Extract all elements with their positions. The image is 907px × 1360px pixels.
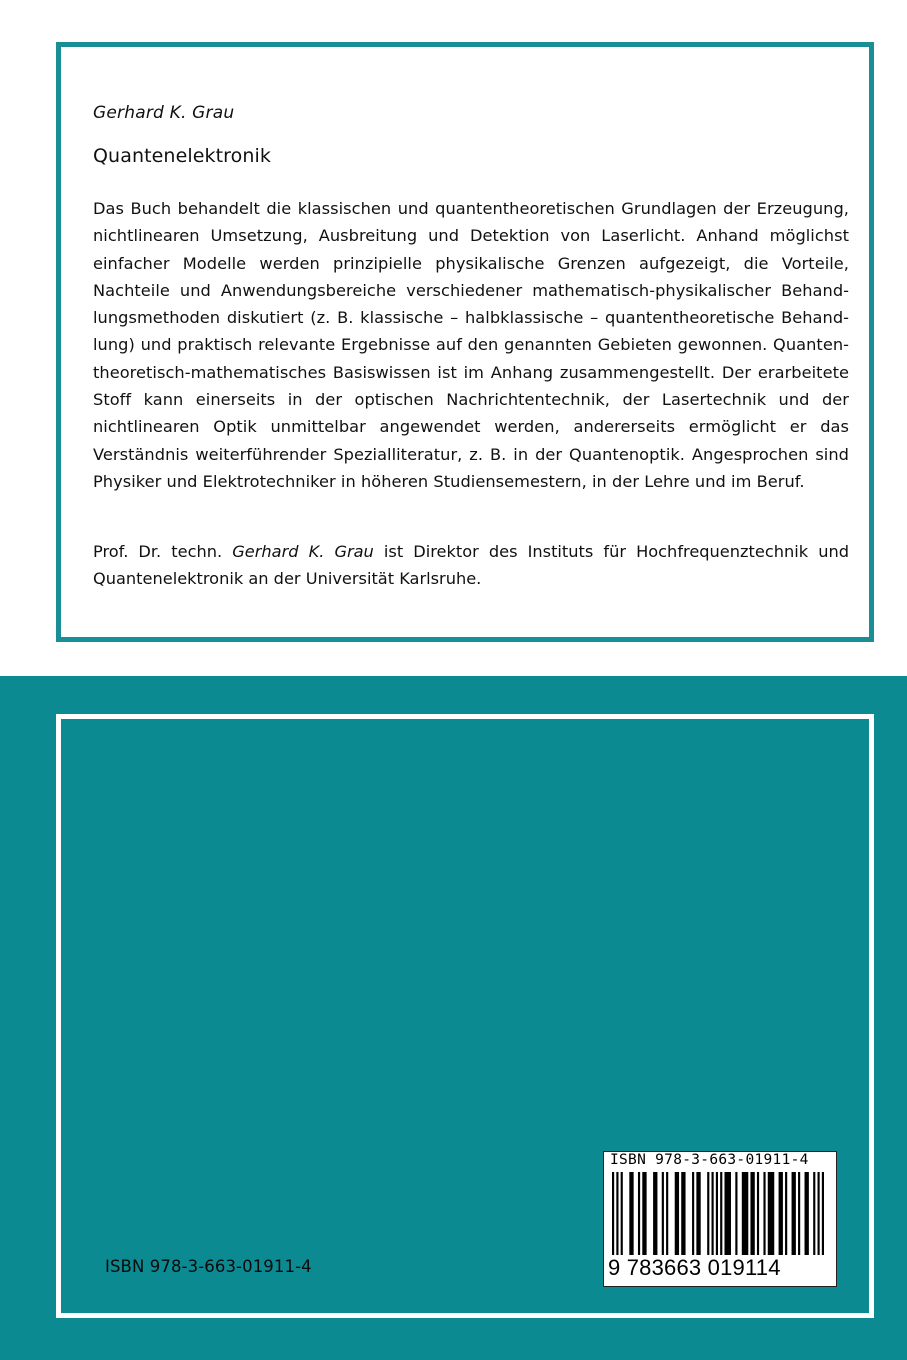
barcode-digits: 9 783663 019114 xyxy=(608,1255,832,1281)
barcode-bar xyxy=(662,1172,664,1256)
barcode-bar xyxy=(666,1172,668,1256)
barcode-bar xyxy=(785,1172,787,1256)
barcode-bar xyxy=(742,1172,748,1256)
barcode-bar xyxy=(612,1172,614,1256)
barcode-bar xyxy=(716,1172,718,1256)
bio-prefix: Prof. Dr. techn. xyxy=(93,542,223,561)
barcode-bar xyxy=(818,1172,820,1256)
barcode-bar xyxy=(638,1172,640,1256)
bottom-frame xyxy=(56,714,874,1318)
barcode-bar xyxy=(653,1172,657,1256)
barcode-bar xyxy=(712,1172,714,1256)
barcode-bar xyxy=(763,1172,765,1256)
barcode-bar xyxy=(813,1172,815,1256)
isbn-text: ISBN 978-3-663-01911-4 xyxy=(105,1257,312,1276)
description-frame xyxy=(56,42,874,642)
author-bio xyxy=(93,538,849,593)
barcode-bar xyxy=(768,1172,774,1256)
barcode-bar xyxy=(757,1172,759,1256)
barcode-bar xyxy=(621,1172,623,1256)
barcode-bar xyxy=(616,1172,618,1256)
barcode-label xyxy=(603,1151,837,1287)
barcode-bar xyxy=(798,1172,800,1256)
barcode-bar xyxy=(629,1172,633,1256)
barcode-bar xyxy=(642,1172,646,1256)
barcode-bar xyxy=(720,1172,722,1256)
book-title: Quantenelektronik xyxy=(93,145,272,167)
barcode-bar xyxy=(750,1172,754,1256)
cover-top-panel xyxy=(0,0,907,676)
barcode-bar xyxy=(735,1172,737,1256)
bio-author-name: Gerhard K. Grau xyxy=(232,542,374,561)
barcode-bar xyxy=(724,1172,730,1256)
barcode-icon xyxy=(610,1172,830,1256)
barcode-isbn: ISBN 978-3-663-01911-4 xyxy=(610,1152,809,1168)
barcode-bar xyxy=(805,1172,809,1256)
barcode-bar xyxy=(675,1172,679,1256)
barcode-bar xyxy=(692,1172,694,1256)
bio-text: ist Direktor des Instituts für Hochfrequenztechnik und Quantenelektronik an der Universität Karlsruhe. xyxy=(93,542,849,589)
barcode-bar xyxy=(707,1172,709,1256)
author-name: Gerhard K. Grau xyxy=(93,103,235,123)
barcode-bar xyxy=(696,1172,700,1256)
cover-bottom-panel xyxy=(0,676,907,1360)
barcode-bar xyxy=(779,1172,783,1256)
book-description: Das Buch behandelt die klassischen und quantentheoretischen Grundlagen der Erzeugung, nichtlinearen Umsetzung, Ausbreitung und Detektion von Laserlicht. Anhand möglichst einfacher Modelle werden prinzipielle physikalische Grenzen aufgezeigt, die Vorteile, Nachteile und Anwendungsbereiche verschiedener mathematisch-physikalischer Behandlungsmethoden diskutiert (z. B. klassische – halbklassische – quantentheoretische Behandlung) und praktisch relevante Ergebnisse auf den genannten Gebieten gewonnen. Quantentheoretisch-mathematisches Basiswissen ist im Anhang zusammengestellt. Der erarbeitete Stoff kann einerseits in der optischen Nachrichtentechnik, der Lasertechnik und der nichtlinearen Optik unmittelbar angewendet werden, andererseits ermöglicht er das Verständnis weiterführender Spezialliteratur, z. B. in der Quantenoptik. Angesprochen sind Physiker und Elektrotechniker in höheren Studiensemestern, in der Lehre und im Beruf. xyxy=(93,199,849,491)
barcode-bar xyxy=(822,1172,824,1256)
barcode-bar xyxy=(792,1172,796,1256)
barcode-bar xyxy=(681,1172,685,1256)
